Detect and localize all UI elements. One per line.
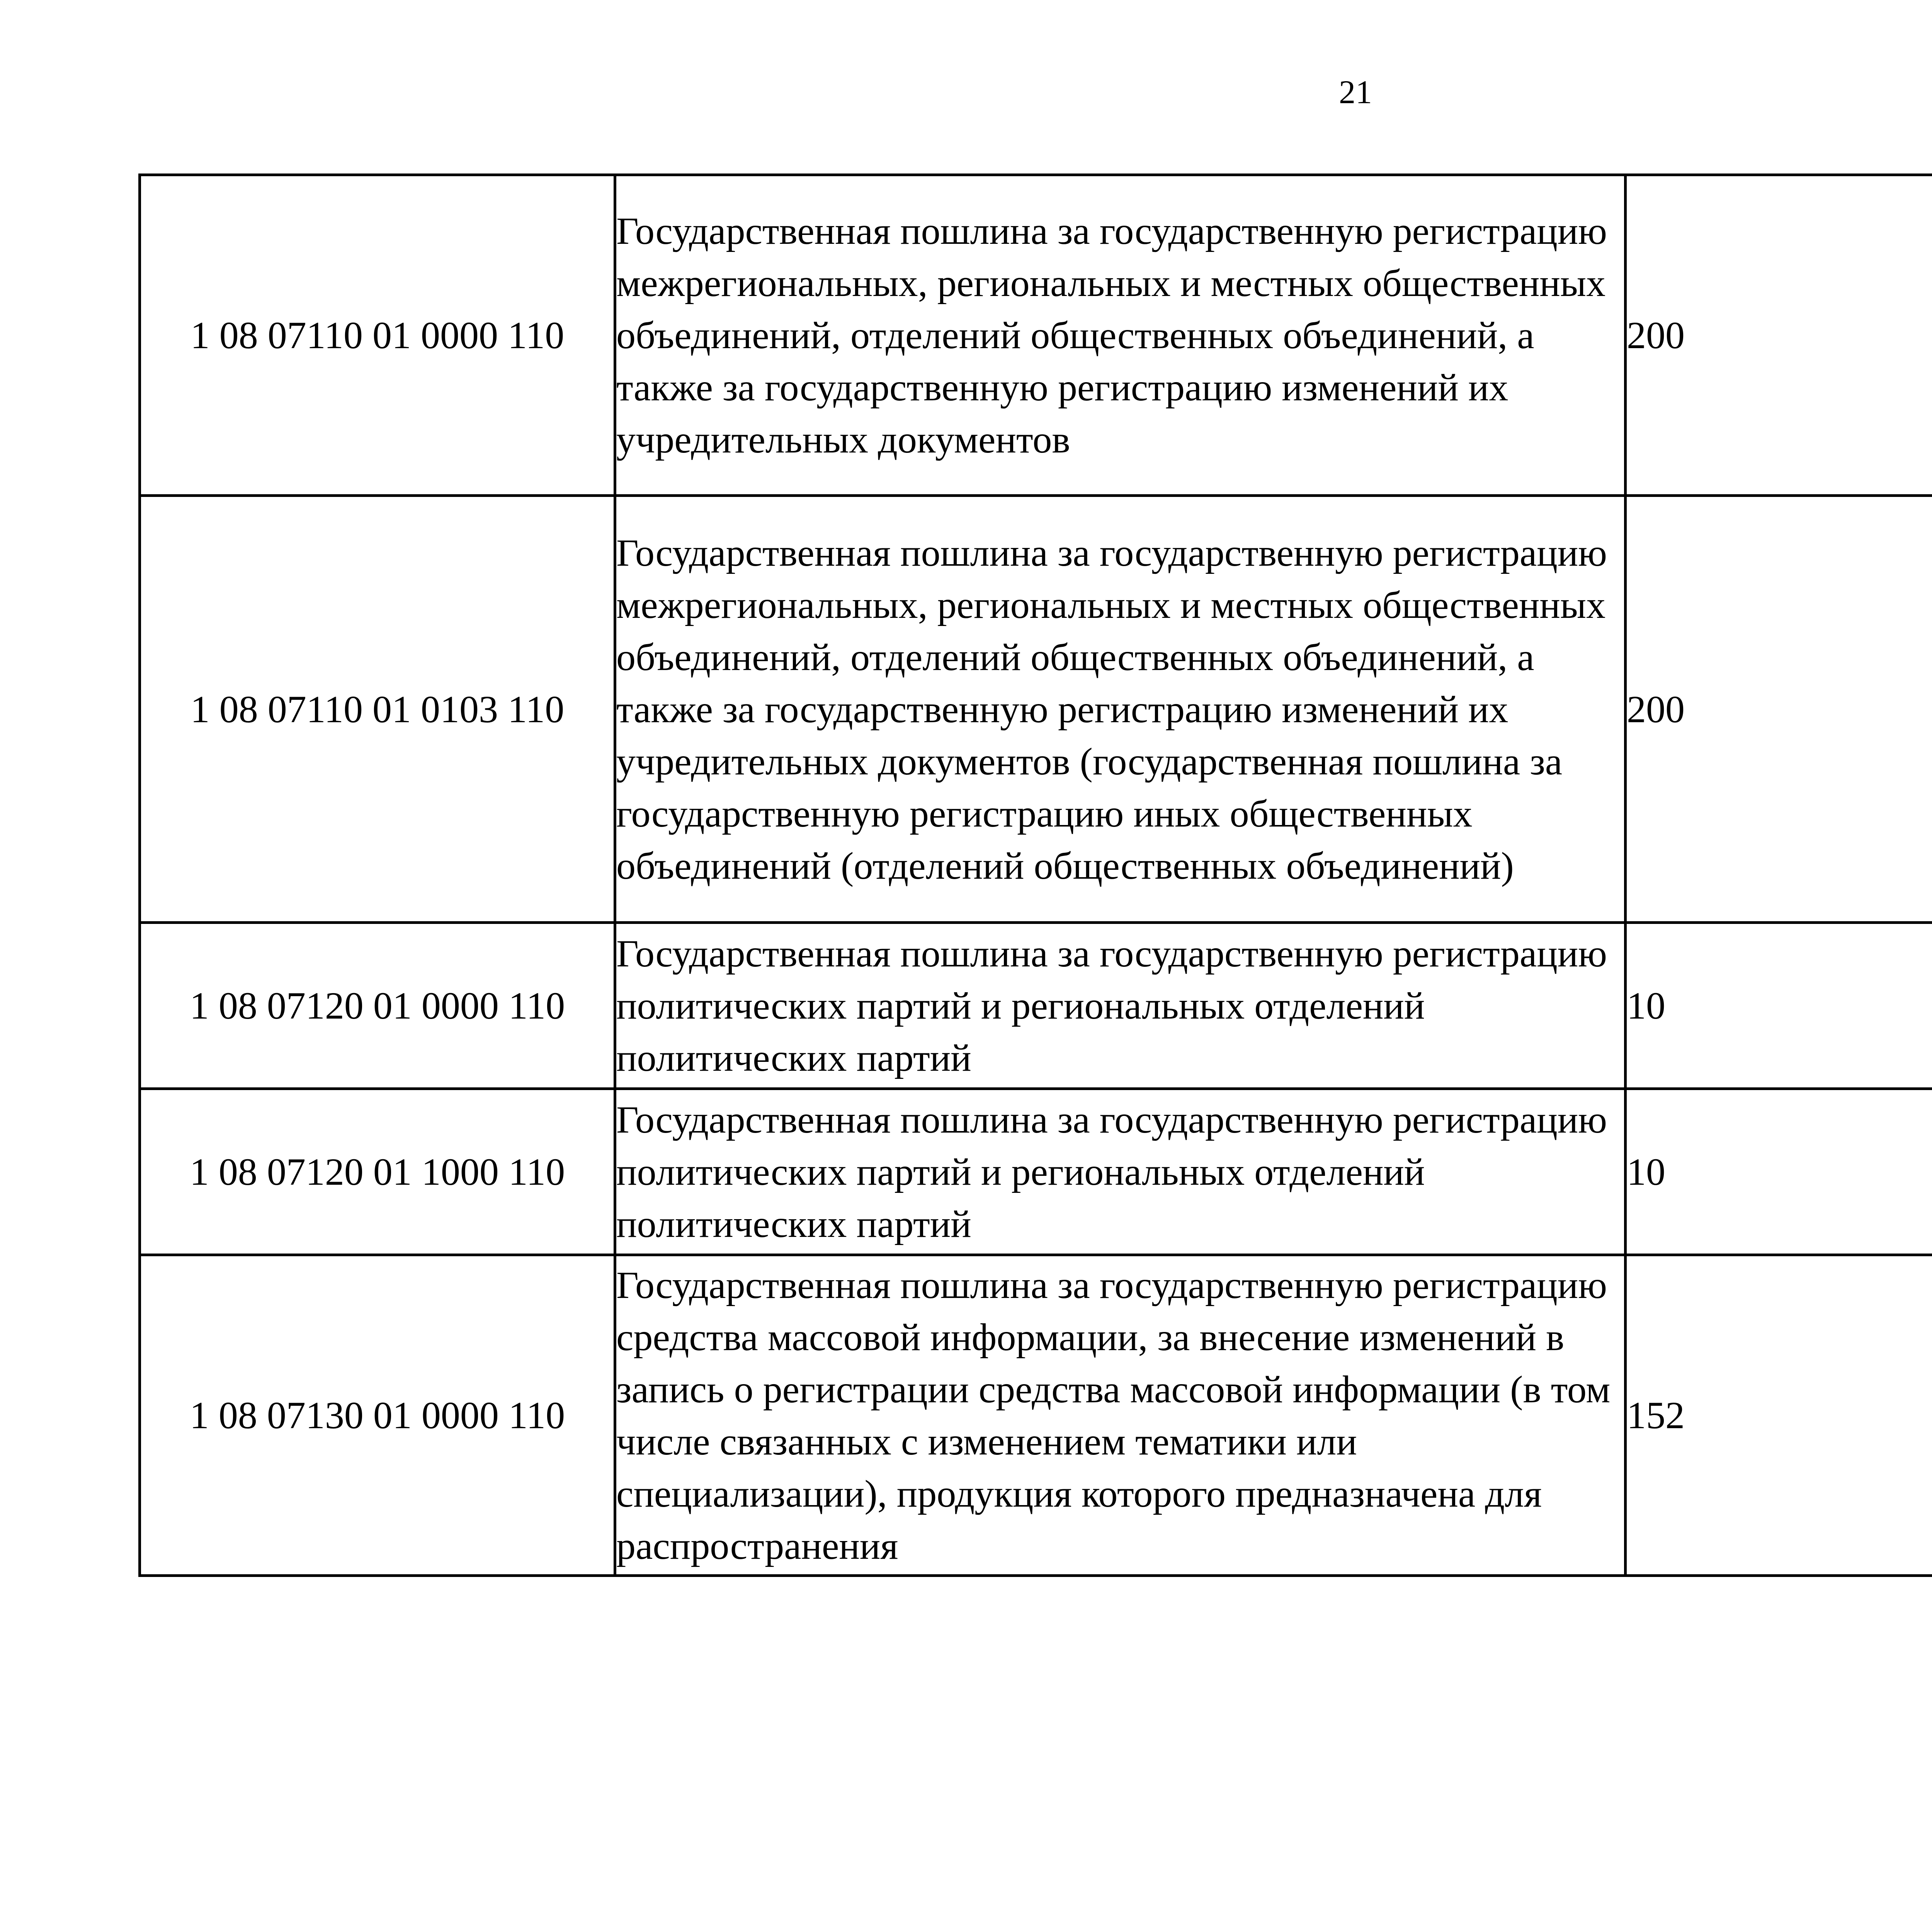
income-name-cell: Государственная пошлина за государственную регистрацию политических партий и региональных отделений политических партий bbox=[615, 1089, 1626, 1255]
table-row bbox=[140, 1089, 1932, 1255]
income-name-cell: Государственная пошлина за государственную регистрацию межрегиональных, региональных и местных общественных объединений, отделений общественных объединений, а также за государственную регистрацию изменений их учредительных документов (государственная пошлина за государственную регистрацию иных общественных объединений (отделений общественных объединений) bbox=[615, 496, 1626, 923]
value-cell-year-1: 10 bbox=[1626, 1089, 1932, 1255]
income-name-cell: Государственная пошлина за государственную регистрацию средства массовой информации, за внесение изменений в запись о регистрации средства массовой информации (в том числе связанных с изменением тематики или специализации), продукция которого предназначена для распространения bbox=[615, 1255, 1626, 1576]
budget-code-cell: 1 08 07120 01 1000 110 bbox=[140, 1089, 615, 1255]
value-cell-year-1: 152 bbox=[1626, 1255, 1932, 1576]
revenue-table bbox=[138, 173, 1932, 1577]
value-cell-year-1: 200 bbox=[1626, 496, 1932, 923]
value-cell-year-1: 200 bbox=[1626, 175, 1932, 496]
table-row bbox=[140, 923, 1932, 1089]
budget-code-cell: 1 08 07130 01 0000 110 bbox=[140, 1255, 615, 1576]
table-row bbox=[140, 175, 1932, 496]
value-cell-year-1: 10 bbox=[1626, 923, 1932, 1089]
budget-code-cell: 1 08 07110 01 0000 110 bbox=[140, 175, 615, 496]
budget-code-cell: 1 08 07120 01 0000 110 bbox=[140, 923, 615, 1089]
page-number: 21 bbox=[1339, 73, 1372, 111]
table-row bbox=[140, 496, 1932, 923]
table-row bbox=[140, 1255, 1932, 1576]
income-name-cell: Государственная пошлина за государственную регистрацию политических партий и региональных отделений политических партий bbox=[615, 923, 1626, 1089]
budget-code-cell: 1 08 07110 01 0103 110 bbox=[140, 496, 615, 923]
income-name-cell: Государственная пошлина за государственную регистрацию межрегиональных, региональных и местных общественных объединений, отделений общественных объединений, а также за государственную регистрацию изменений их учредительных документов bbox=[615, 175, 1626, 496]
